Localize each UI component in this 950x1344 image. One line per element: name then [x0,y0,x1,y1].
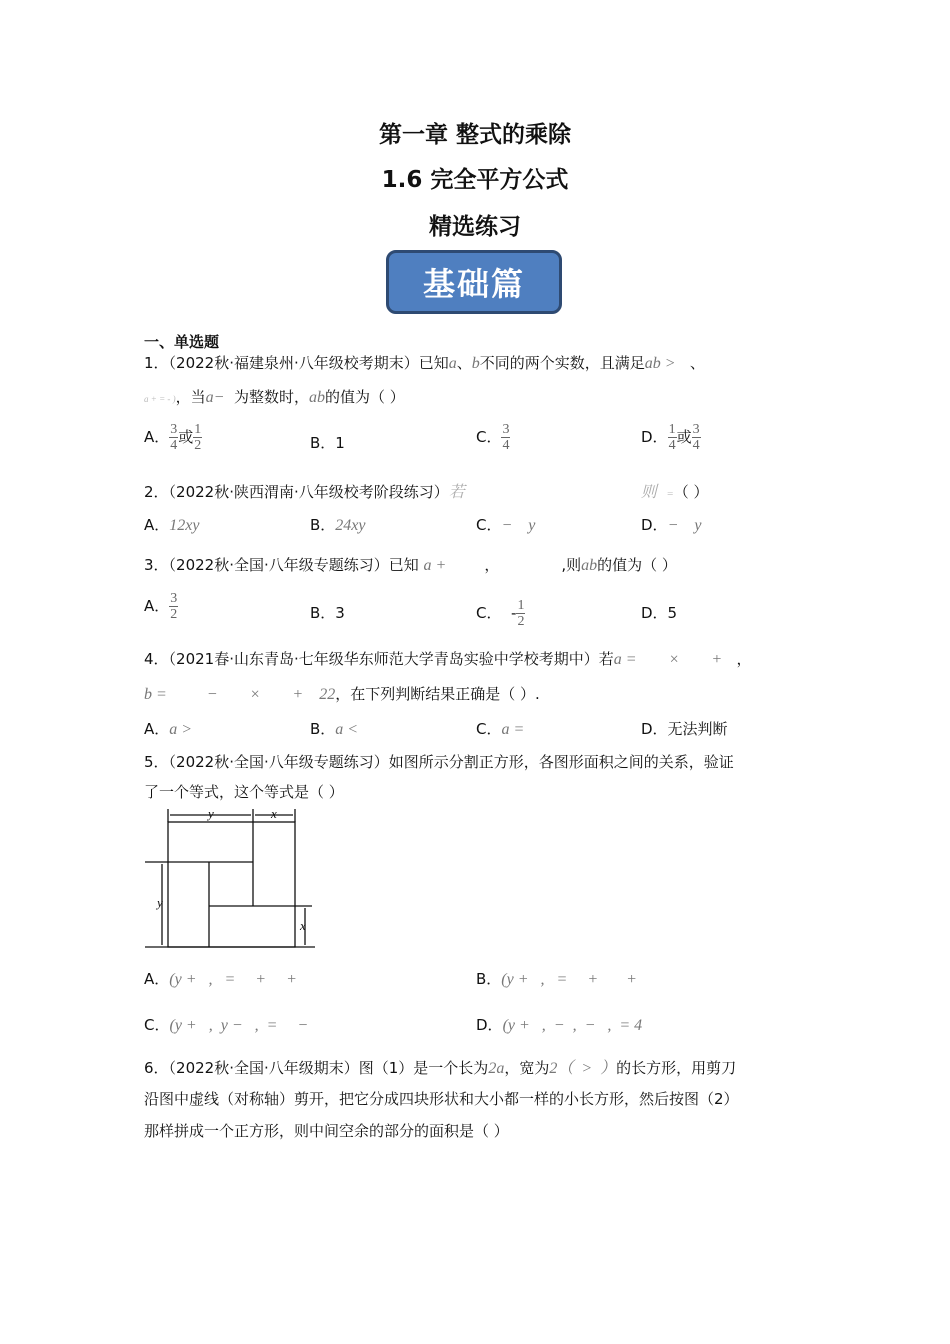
question-6-line-3: 那样拼成一个正方形，则中间空余的部分的面积是（ ） [144,1122,509,1140]
q4-option-d: D．无法判断 [641,720,728,738]
q2-option-b: B．24xy [310,516,366,534]
section-title: 1.6 完全平方公式 [381,167,569,193]
q5-option-d: D．(y + , − , − , = 4 [476,1016,643,1034]
question-6-line-1: 6．（2022秋·全国·八年级期末）图（1）是一个长为2a，宽为2（ > ）的长方形，用剪刀 [144,1059,737,1077]
question-2: 2．（2022秋·陕西渭南·八年级校考阶段练习）若 则 =（ ） [144,483,709,501]
question-3: 3．（2022秋·全国·八年级专题练习）已知 a + ， ,则ab的值为（ ） [144,556,677,574]
fig-label-y-top: y [208,806,214,821]
fig-label-y-left: y [157,895,163,910]
q1-option-b: B．1 [310,434,345,452]
q3-option-a: A． $\frac{3}{2}$ [144,591,178,622]
q3-option-d: D．5 [641,604,678,622]
section-heading: 一、单选题 [144,333,220,351]
q2-option-a: A．12xy [144,516,200,534]
question-5-line-2: 了一个等式，这个等式是（ ） [144,783,344,801]
q3-option-b: B．3 [310,604,345,622]
fig-label-x-right: x [300,918,306,933]
q4-option-a: A．a > [144,720,193,738]
q2-option-c: C．− y [476,516,536,534]
q5-option-b: B．(y + , = + + [476,970,637,988]
question-6-line-2: 沿图中虚线（对称轴）剪开，把它分成四块形状和大小都一样的小长方形，然后按图（2） [144,1090,739,1108]
q4-option-c: C．a = [476,720,525,738]
question-4-line-1: 4．（2021春·山东青岛·七年级华东师范大学青岛实验中学校考期中）若a = × + ， [144,650,752,668]
outer-square [168,822,295,947]
level-badge: 基础篇 [386,250,562,314]
subtitle: 精选练习 [429,214,521,240]
square-division-figure [140,805,320,955]
question-4-line-2: b = − × + 22，在下列判断结果正确是（ ）. [144,685,540,703]
q4-option-b: B．a < [310,720,359,738]
question-1-line-1: 1．（2022秋·福建泉州·八年级校考期末）已知a、b不同的两个实数，且满足ab > 、 [144,354,705,372]
chapter-title: 第一章 整式的乘除 [378,122,571,148]
q5-option-a: A．(y + , = + + [144,970,297,988]
question-5-line-1: 5．（2022秋·全国·八年级专题练习）如图所示分割正方形，各图形面积之间的关系，验证 [144,753,734,771]
q1-option-c: C． $\frac{3}{4}$ [476,422,510,453]
q1-option-d: D． $\frac{1}{4}$ 或 $\frac{3}{4}$ [641,422,700,453]
q3-option-c: C． - $\frac{1}{2}$ [476,598,525,629]
fig-label-x-top: x [271,806,277,821]
q1-option-a: A． $\frac{3}{4}$ 或 $\frac{1}{2}$ [144,422,202,453]
q5-option-c: C．(y + , y − , = − [144,1016,309,1034]
question-1-line-2: a + = - )，当a− 为整数时，ab的值为（ ） [144,388,405,406]
q2-option-d: D．− y [641,516,702,534]
